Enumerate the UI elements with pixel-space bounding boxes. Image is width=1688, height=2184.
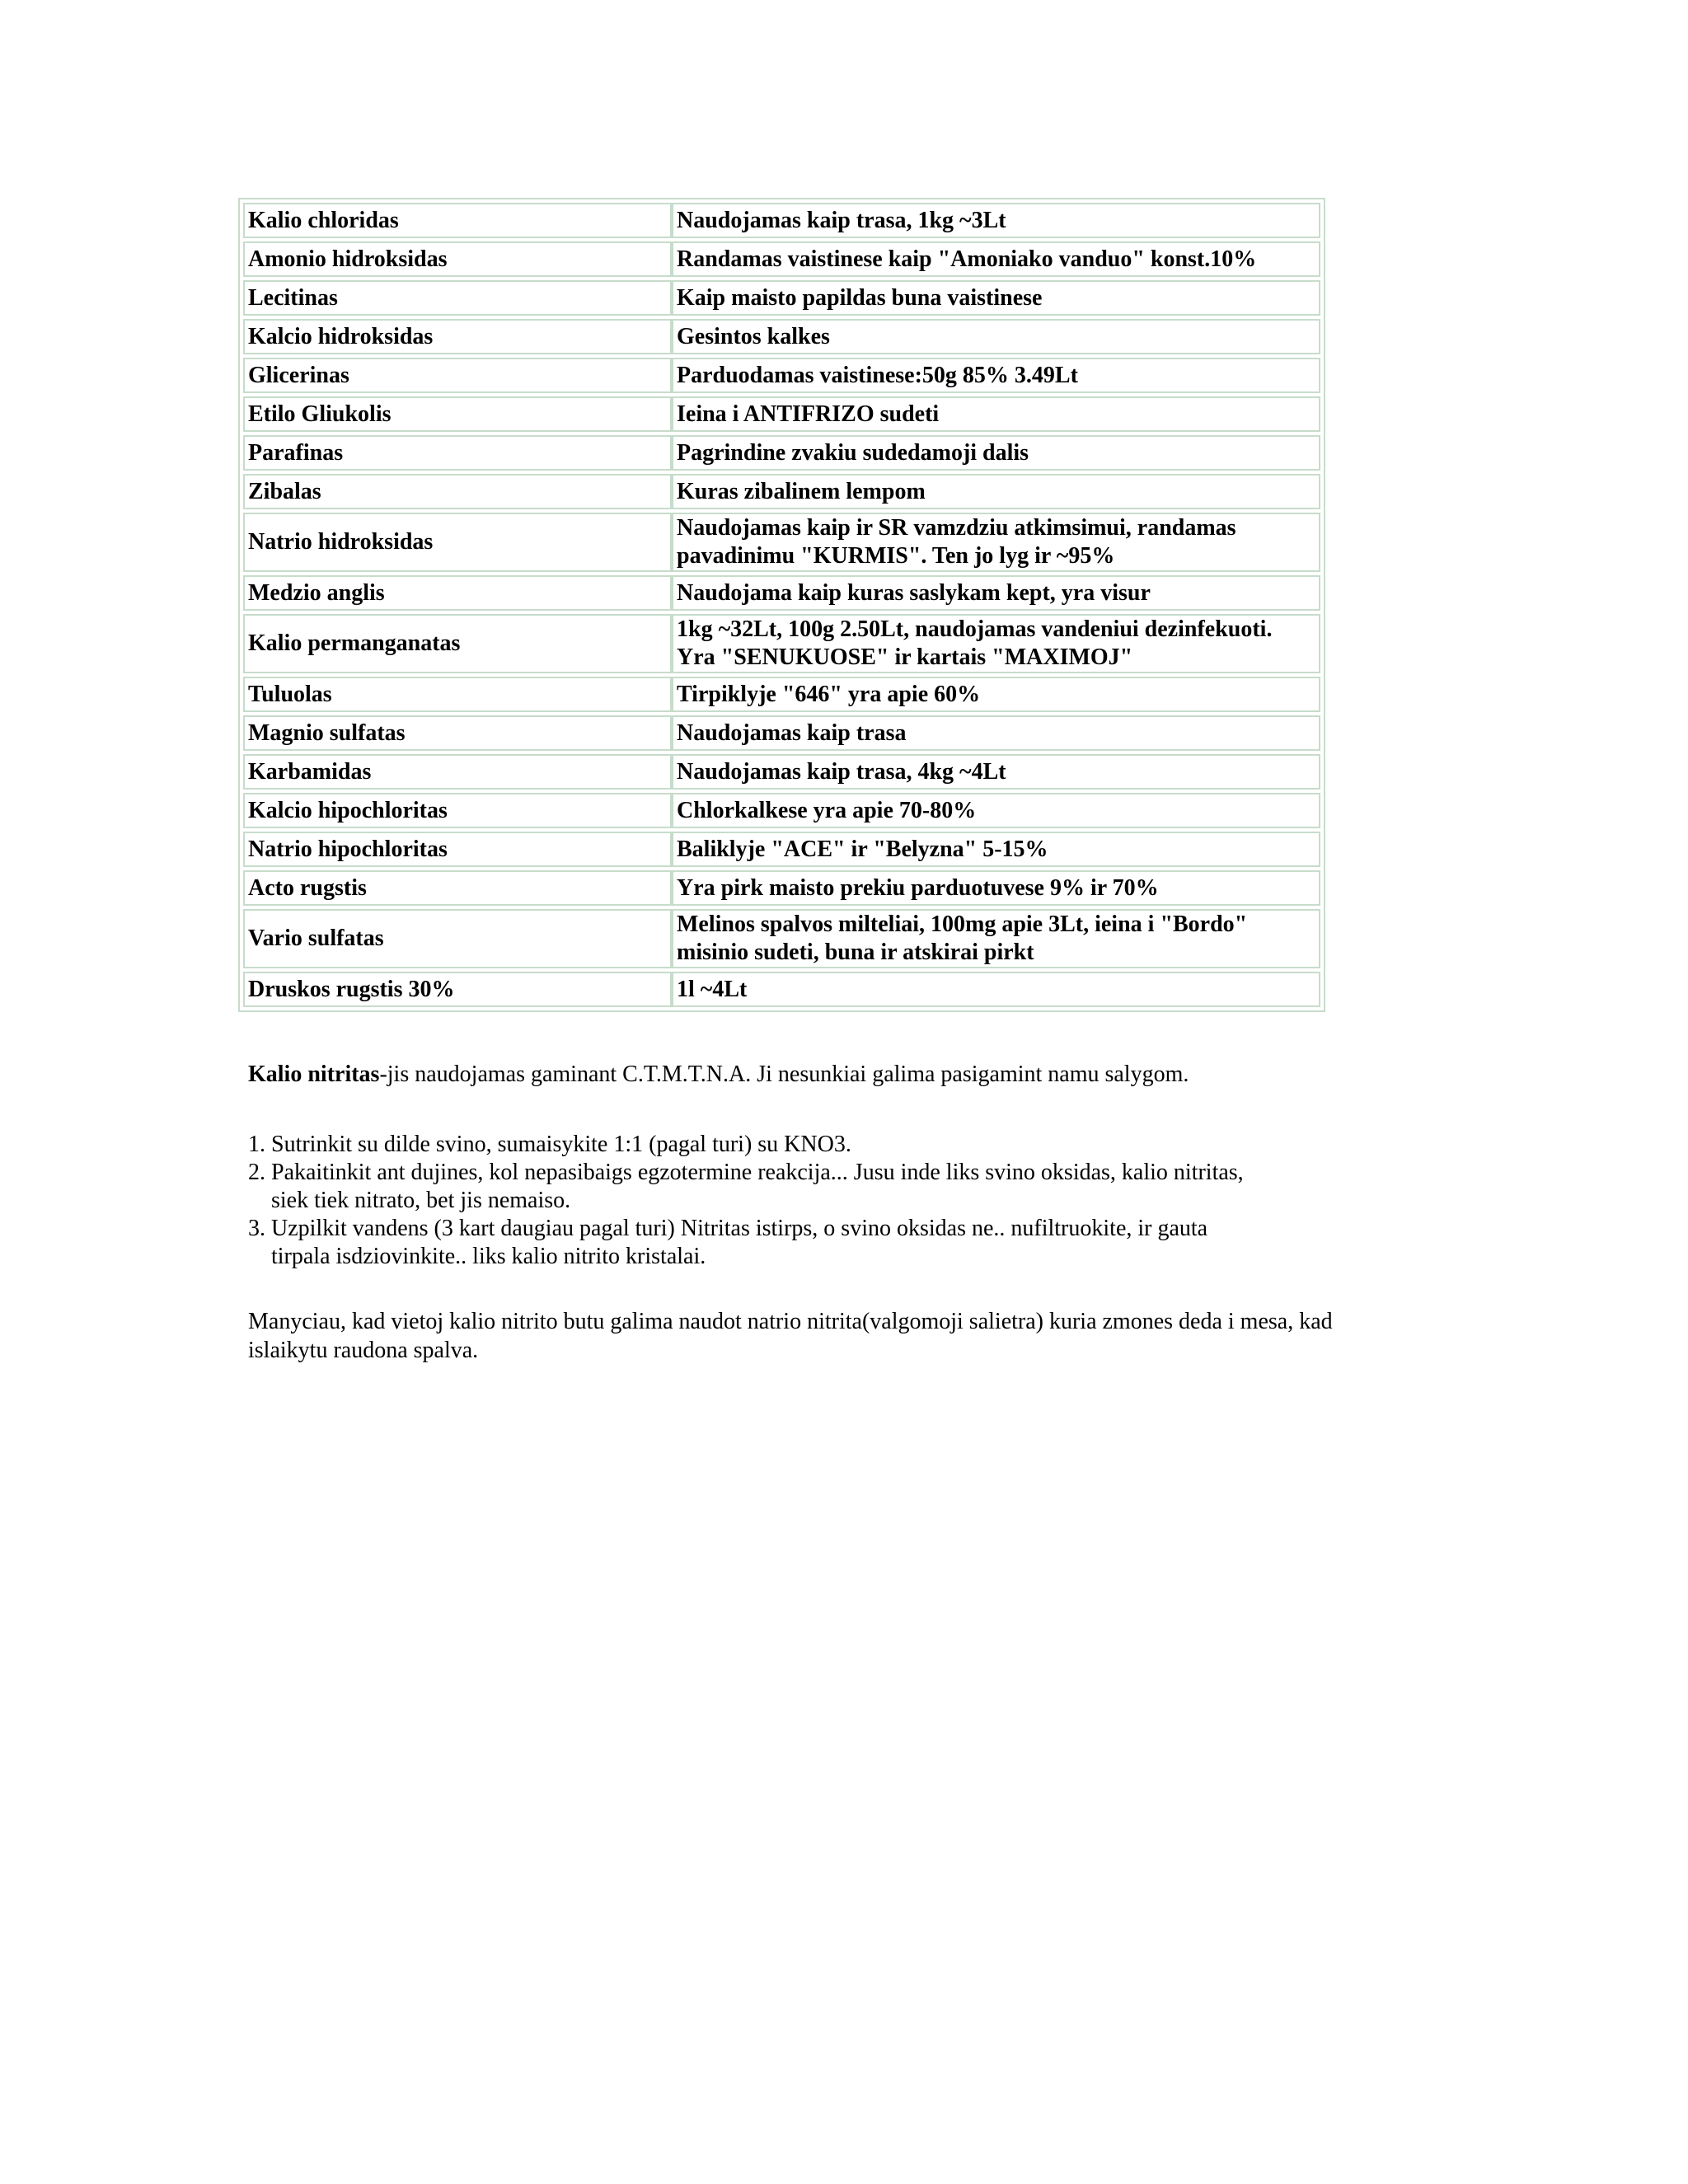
chemical-name: Natrio hipochloritas [243,832,672,867]
chemical-name: Zibalas [243,474,672,509]
chemical-name: Karbamidas [243,754,672,790]
chemical-description: Baliklyje "ACE" ir "Belyzna" 5-15% [672,832,1320,867]
chemical-description: Naudojama kaip kuras saslykam kept, yra visur [672,575,1320,611]
table-row [243,614,1320,673]
list-item [271,1131,1442,1159]
table-row [243,972,1320,1007]
description-line: Melinos spalvos milteliai, 100mg apie 3Lt, ieina i "Bordo" [677,912,1248,937]
description-line: Naudojamas kaip ir SR vamzdziu atkimsimui, randamas [677,515,1236,541]
table-row [243,870,1320,906]
chemical-name: Kalio permanganatas [243,614,672,673]
chemical-name: Lecitinas [243,280,672,316]
table-row [243,241,1320,277]
chemical-description [672,614,1320,673]
chemical-description: Randamas vaistinese kaip "Amoniako vanduo" konst.10% [672,241,1320,277]
chemical-name: Natrio hidroksidas [243,513,672,572]
chemical-name: Glicerinas [243,358,672,393]
description-line: 1kg ~32Lt, 100g 2.50Lt, naudojamas vandeniui dezinfekuoti. [677,616,1273,642]
chemical-description: Tirpiklyje "646" yra apie 60% [672,677,1320,712]
table-row [243,715,1320,751]
chemical-name: Vario sulfatas [243,909,672,968]
table-row [243,474,1320,509]
chemical-description: Parduodamas vaistinese:50g 85% 3.49Lt [672,358,1320,393]
chemicals-table [243,199,1320,1010]
table-row [243,513,1320,572]
table-row [243,203,1320,238]
step-line: 2. Pakaitinkit ant dujines, kol nepasibaigs egzotermine reakcija... Jusu inde liks svino oksidas, kalio nitritas, [271,1160,1244,1185]
chemical-description: Gesintos kalkes [672,319,1320,354]
description-line: Yra "SENUKUOSE" ir kartais "MAXIMOJ" [677,644,1133,670]
intro-term: Kalio nitritas [248,1062,380,1087]
chemical-name: Kalio chloridas [243,203,672,238]
closing-paragraph [248,1307,1451,1365]
chemical-description: Yra pirk maisto prekiu parduotuvese 9% ir 70% [672,870,1320,906]
chemical-name: Kalcio hipochloritas [243,793,672,828]
chemical-name: Medzio anglis [243,575,672,611]
chemical-description [672,513,1320,572]
table-row [243,358,1320,393]
chemical-name: Parafinas [243,435,672,471]
step-line: 3. Uzpilkit vandens (3 kart daugiau pagal turi) Nitritas istirps, o svino oksidas ne.. nufiltruokite, ir gauta [271,1216,1208,1241]
table-row [243,575,1320,611]
table-row [243,396,1320,432]
intro-paragraph [248,1060,1451,1089]
closing-line: Manyciau, kad vietoj kalio nitrito butu galima naudot natrio nitrita(valgomoji salietra) kuria zmones deda i mesa, kad [248,1309,1333,1334]
chemical-name: Magnio sulfatas [243,715,672,751]
chemical-name: Kalcio hidroksidas [243,319,672,354]
table-row [243,435,1320,471]
chemical-name: Tuluolas [243,677,672,712]
closing-line: islaikytu raudona spalva. [248,1338,479,1363]
chemical-description: Naudojamas kaip trasa, 4kg ~4Lt [672,754,1320,790]
step-line: 1. Sutrinkit su dilde svino, sumaisykite 1:1 (pagal turi) su KNO3. [271,1132,851,1157]
description-line: misinio sudeti, buna ir atskirai pirkt [677,940,1034,965]
step-line: tirpala isdziovinkite.. liks kalio nitrito kristalai. [271,1244,706,1269]
table-row [243,319,1320,354]
step-line: siek tiek nitrato, bet jis nemaiso. [271,1188,571,1213]
procedure-steps [248,1131,1442,1271]
description-line: pavadinimu "KURMIS". Ten jo lyg ir ~95% [677,543,1115,569]
chemical-description: Chlorkalkese yra apie 70-80% [672,793,1320,828]
table-row [243,677,1320,712]
intro-text: -jis naudojamas gaminant C.T.M.T.N.A. Ji nesunkiai galima pasigamint namu salygom. [379,1062,1189,1087]
list-item [271,1159,1442,1215]
chemical-description [672,909,1320,968]
chemical-name: Druskos rugstis 30% [243,972,672,1007]
table-row [243,793,1320,828]
chemical-name: Etilo Gliukolis [243,396,672,432]
list-item [271,1215,1442,1271]
table-row [243,754,1320,790]
table-row [243,909,1320,968]
chemical-description: Naudojamas kaip trasa [672,715,1320,751]
chemical-description: Naudojamas kaip trasa, 1kg ~3Lt [672,203,1320,238]
table-row [243,832,1320,867]
chemical-description: Kuras zibalinem lempom [672,474,1320,509]
chemical-description: Pagrindine zvakiu sudedamoji dalis [672,435,1320,471]
table-row [243,280,1320,316]
chemicals-table-frame [238,198,1325,1012]
chemical-description: Kaip maisto papildas buna vaistinese [672,280,1320,316]
chemical-name: Amonio hidroksidas [243,241,672,277]
chemical-name: Acto rugstis [243,870,672,906]
chemical-description: Ieina i ANTIFRIZO sudeti [672,396,1320,432]
chemical-description: 1l ~4Lt [672,972,1320,1007]
